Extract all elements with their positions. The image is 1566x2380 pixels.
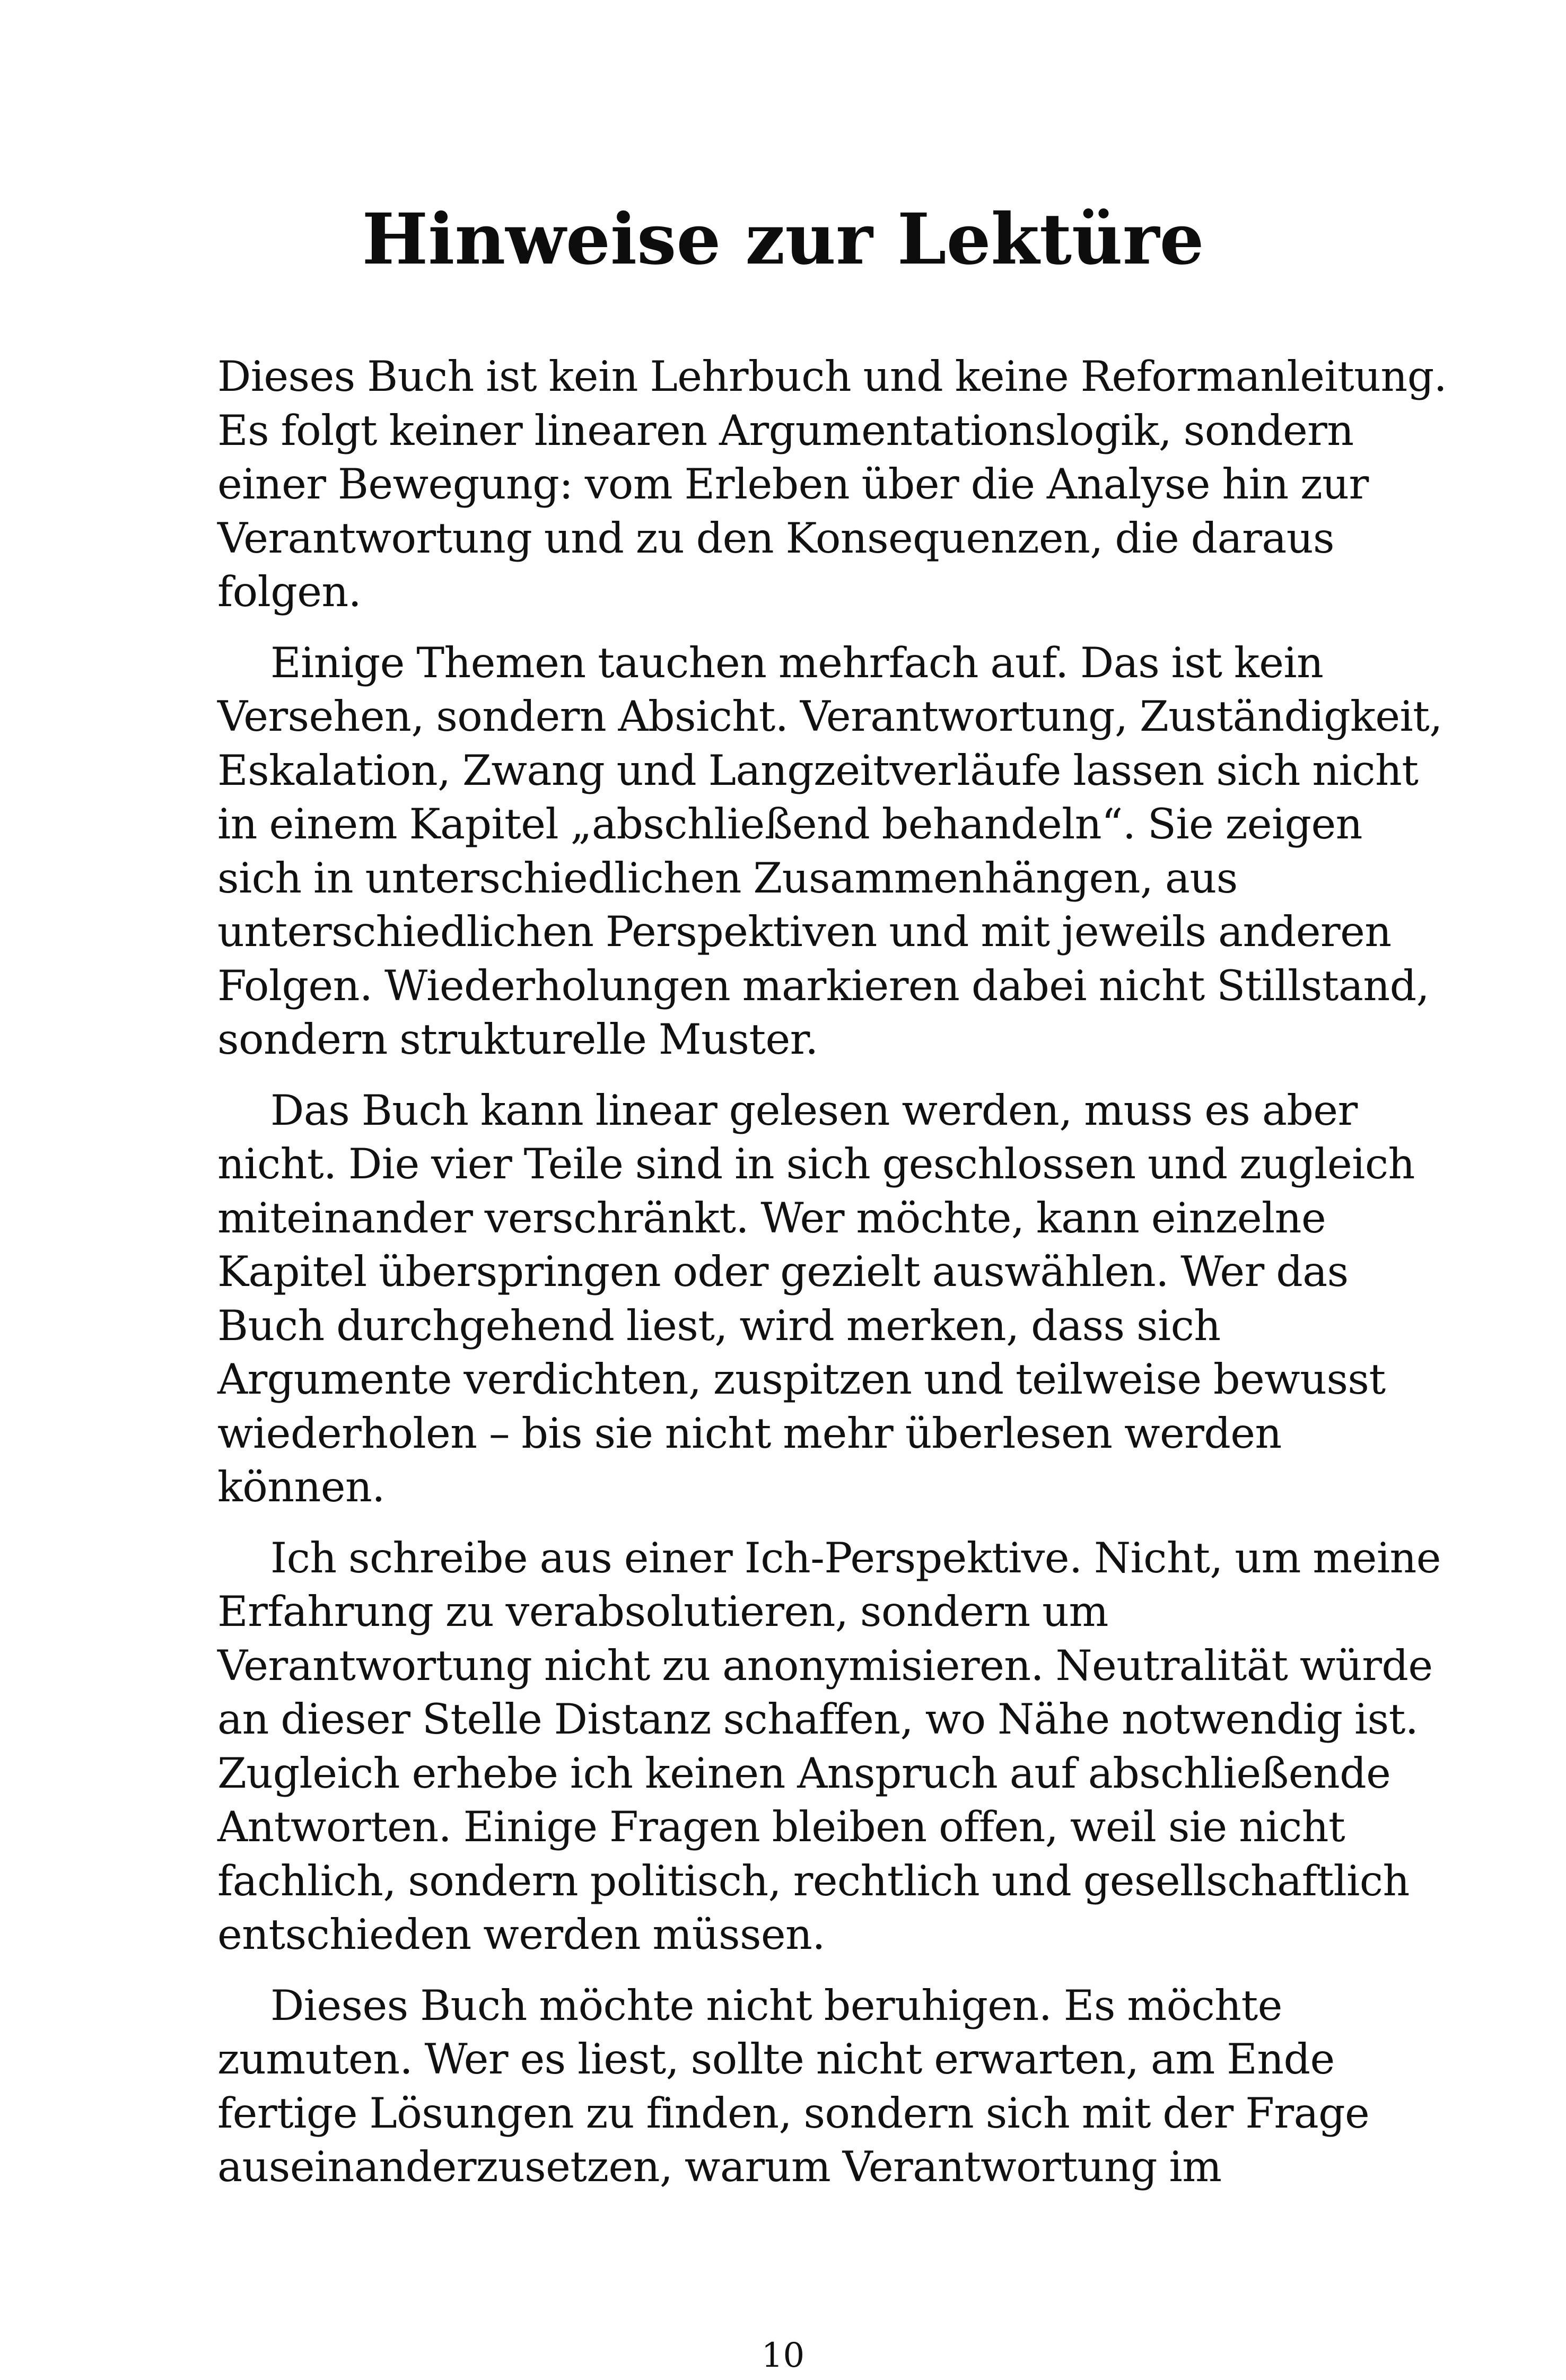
text-line: Zugleich erhebe ich keinen Anspruch auf abschließende [217,1748,1391,1798]
paragraph-5 [217,1979,1393,2194]
page-title: Hinweise zur Lektüre [362,198,1204,281]
text-line: Erfahrung zu verabsolutieren, sondern um [217,1587,1108,1636]
text-line: Verantwortung nicht zu anonymisieren. Neutralität würde [217,1641,1433,1690]
text-line: Es folgt keiner linearen Argumentationslogik, sondern [217,406,1354,455]
text-line: sondern strukturelle Muster. [217,1015,818,1064]
paragraph-1 [217,350,1447,619]
text-line: Dieses Buch möchte nicht beruhigen. Es möchte [270,1981,1282,2030]
text-line: miteinander verschränkt. Wer möchte, kann einzelne [217,1193,1326,1242]
text-line: Kapitel überspringen oder gezielt auswählen. Wer das [217,1247,1349,1296]
text-line: in einem Kapitel „abschließend behandeln“. Sie zeigen [217,800,1362,848]
text-line: Buch durchgehend liest, wird merken, dass sich [217,1301,1221,1350]
text-line: an dieser Stelle Distanz schaffen, wo Nähe notwendig ist. [217,1695,1419,1744]
text-line: nicht. Die vier Teile sind in sich geschlossen und zugleich [217,1140,1415,1188]
text-line: entschieden werden müssen. [217,1910,825,1959]
text-line: zumuten. Wer es liest, sollte nicht erwarten, am Ende [217,2035,1335,2084]
text-line: Ich schreibe aus einer Ich-Perspektive. Nicht, um meine [270,1533,1441,1582]
text-line: Folgen. Wiederholungen markieren dabei nicht Stillstand, [217,961,1430,1010]
paragraph-3 [217,1084,1415,1515]
text-line: Dieses Buch ist kein Lehrbuch und keine Reformanleitung. [217,352,1447,401]
text-line: folgen. [217,567,362,616]
text-line: sich in unterschiedlichen Zusammenhängen, aus [217,853,1238,903]
page-number: 10 [761,2336,805,2375]
text-line: Versehen, sondern Absicht. Verantwortung, Zuständigkeit, [217,692,1442,741]
text-line: wiederholen – bis sie nicht mehr überlesen werden [217,1408,1282,1458]
text-line: Das Buch kann linear gelesen werden, muss es aber [270,1086,1358,1135]
text-line: Argumente verdichten, zuspitzen und teilweise bewusst [217,1355,1386,1404]
text-line: Eskalation, Zwang und Langzeitverläufe lassen sich nicht [217,746,1419,795]
paragraph-2 [217,636,1442,1067]
text-line: fachlich, sondern politisch, rechtlich und gesellschaftlich [217,1856,1410,1905]
text-line: fertige Lösungen zu finden, sondern sich mit der Frage [217,2088,1370,2138]
text-line: Verantwortung und zu den Konsequenzen, die daraus [217,513,1334,563]
text-line: unterschiedlichen Perspektiven und mit jeweils anderen [217,907,1392,956]
text-line: Einige Themen tauchen mehrfach auf. Das ist kein [270,638,1324,687]
text-line: können. [217,1463,385,1511]
text-line: einer Bewegung: vom Erleben über die Analyse hin zur [217,460,1369,509]
body-text [217,350,1447,2211]
text-line: auseinanderzusetzen, warum Verantwortung im [217,2142,1222,2191]
paragraph-4 [217,1532,1441,1962]
text-line: Antworten. Einige Fragen bleiben offen, weil sie nicht [217,1802,1345,1851]
